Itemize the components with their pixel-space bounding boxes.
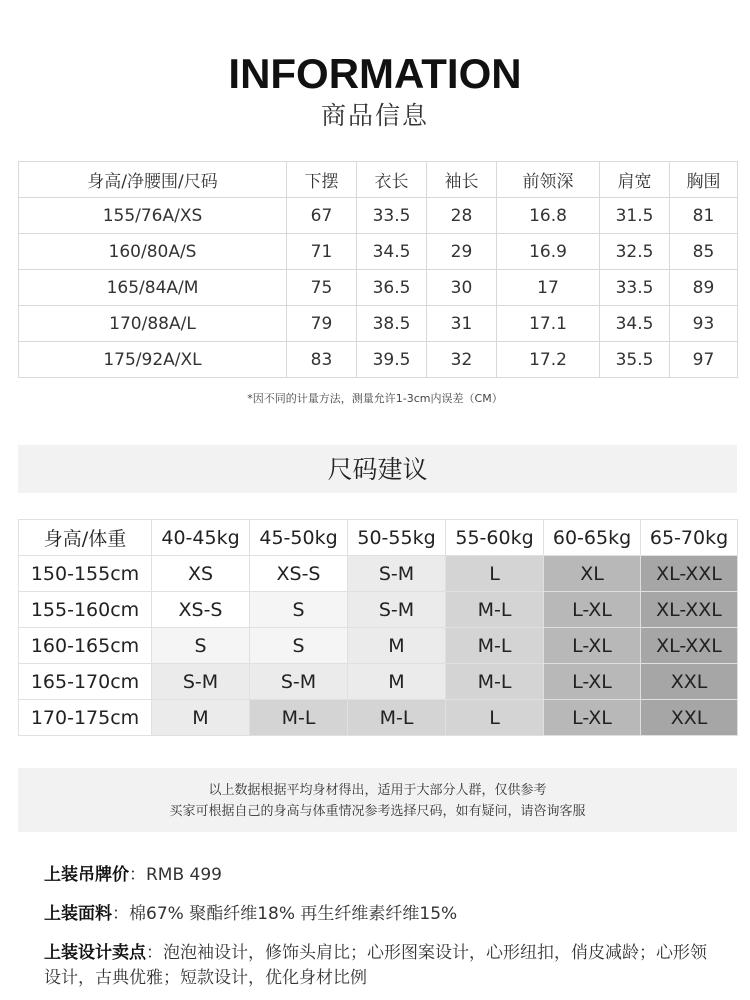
- column-header: 40-45kg: [152, 520, 250, 556]
- table-cell: 75: [287, 270, 357, 306]
- size-cell: L-XL: [544, 628, 641, 664]
- size-cell: M-L: [446, 592, 544, 628]
- price-row: [44, 863, 724, 888]
- size-cell: XL: [544, 556, 641, 592]
- disclaimer-line-2: 买家可根据自己的身高与体重情况参考选择尺码，如有疑问，请咨询客服: [169, 804, 586, 819]
- table-cell: 81: [670, 198, 738, 234]
- price-value: ：RMB 499: [129, 865, 222, 885]
- column-header: 肩宽: [600, 162, 670, 198]
- size-cell: XS: [152, 556, 250, 592]
- table-cell: 34.5: [357, 234, 427, 270]
- column-header: 60-65kg: [544, 520, 641, 556]
- size-cell: XL-XXL: [641, 592, 738, 628]
- table-row: [19, 270, 738, 306]
- table-cell: 175/92A/XL: [19, 342, 287, 378]
- row-header: 165-170cm: [19, 664, 152, 700]
- table-cell: 16.9: [497, 234, 600, 270]
- column-header: 50-55kg: [348, 520, 446, 556]
- table-row: [19, 664, 738, 700]
- table-row: [19, 700, 738, 736]
- fabric-value: ：棉67% 聚酯纤维18% 再生纤维素纤维15%: [112, 904, 458, 924]
- size-cell: M-L: [348, 700, 446, 736]
- table-cell: 17.2: [497, 342, 600, 378]
- size-cell: L-XL: [544, 700, 641, 736]
- page-subtitle: 商品信息: [320, 101, 429, 130]
- table-row: [19, 592, 738, 628]
- column-header: 胸围: [670, 162, 738, 198]
- table-cell: 67: [287, 198, 357, 234]
- size-cell: L: [446, 700, 544, 736]
- table-cell: 16.8: [497, 198, 600, 234]
- column-header: 衣长: [357, 162, 427, 198]
- row-header: 160-165cm: [19, 628, 152, 664]
- table-row: [19, 628, 738, 664]
- size-cell: L: [446, 556, 544, 592]
- price-label: 上装吊牌价: [44, 865, 129, 885]
- page-title: INFORMATION: [228, 50, 522, 97]
- column-header: 55-60kg: [446, 520, 544, 556]
- size-cell: M-L: [446, 664, 544, 700]
- table-cell: 17: [497, 270, 600, 306]
- size-cell: S: [152, 628, 250, 664]
- table-cell: 160/80A/S: [19, 234, 287, 270]
- fabric-label: 上装面料: [44, 904, 112, 924]
- table-cell: 32.5: [600, 234, 670, 270]
- table-header-row: [19, 162, 738, 198]
- size-cell: L-XL: [544, 664, 641, 700]
- size-cell: XL-XXL: [641, 628, 738, 664]
- table-cell: 93: [670, 306, 738, 342]
- size-cell: M-L: [250, 700, 348, 736]
- table-cell: 32: [427, 342, 497, 378]
- size-cell: M: [348, 628, 446, 664]
- size-cell: S-M: [348, 592, 446, 628]
- table-row: [19, 306, 738, 342]
- table-cell: 79: [287, 306, 357, 342]
- table-cell: 33.5: [600, 270, 670, 306]
- size-cell: L-XL: [544, 592, 641, 628]
- measurement-note: *因不同的计量方法，测量允许1-3cm内误差（CM）: [247, 392, 503, 405]
- size-cell: XL-XXL: [641, 556, 738, 592]
- size-cell: XS-S: [152, 592, 250, 628]
- table-cell: 85: [670, 234, 738, 270]
- design-label: 上装设计卖点: [44, 943, 146, 963]
- table-cell: 31: [427, 306, 497, 342]
- measurement-table: [18, 161, 738, 378]
- row-header: 155-160cm: [19, 592, 152, 628]
- size-cell: M: [348, 664, 446, 700]
- column-header: 65-70kg: [641, 520, 738, 556]
- table-cell: 71: [287, 234, 357, 270]
- table-cell: 39.5: [357, 342, 427, 378]
- table-cell: 34.5: [600, 306, 670, 342]
- column-header: 前领深: [497, 162, 600, 198]
- table-cell: 29: [427, 234, 497, 270]
- table-cell: 36.5: [357, 270, 427, 306]
- table-cell: 165/84A/M: [19, 270, 287, 306]
- table-cell: 28: [427, 198, 497, 234]
- column-header: 身高/净腰围/尺码: [19, 162, 287, 198]
- design-value: ：泡泡袖设计，修饰头肩比；心形图案设计，心形纽扣，俏皮减龄；心形领设计，古典优雅；短款设计，优化身材比例: [44, 943, 707, 988]
- table-cell: 155/76A/XS: [19, 198, 287, 234]
- table-cell: 17.1: [497, 306, 600, 342]
- table-cell: 30: [427, 270, 497, 306]
- column-header: 袖长: [427, 162, 497, 198]
- size-cell: S-M: [152, 664, 250, 700]
- table-cell: 97: [670, 342, 738, 378]
- size-cell: S-M: [250, 664, 348, 700]
- table-cell: 170/88A/L: [19, 306, 287, 342]
- size-cell: XXL: [641, 700, 738, 736]
- table-cell: 89: [670, 270, 738, 306]
- disclaimer-box: [18, 768, 737, 832]
- table-cell: 38.5: [357, 306, 427, 342]
- row-header: 170-175cm: [19, 700, 152, 736]
- size-cell: S-M: [348, 556, 446, 592]
- size-cell: M-L: [446, 628, 544, 664]
- size-advice-table: [18, 519, 738, 736]
- table-row: [19, 556, 738, 592]
- column-header: 身高/体重: [19, 520, 152, 556]
- table-cell: 35.5: [600, 342, 670, 378]
- table-cell: 31.5: [600, 198, 670, 234]
- table-row: [19, 198, 738, 234]
- size-cell: XXL: [641, 664, 738, 700]
- table-row: [19, 342, 738, 378]
- size-cell: XS-S: [250, 556, 348, 592]
- table-cell: 33.5: [357, 198, 427, 234]
- table-row: [19, 234, 738, 270]
- column-header: 45-50kg: [250, 520, 348, 556]
- size-advice-title: 尺码建议: [18, 445, 737, 493]
- fabric-row: [44, 902, 724, 927]
- table-cell: 83: [287, 342, 357, 378]
- design-row: [44, 941, 716, 991]
- table-header-row: [19, 520, 738, 556]
- size-cell: M: [152, 700, 250, 736]
- column-header: 下摆: [287, 162, 357, 198]
- size-cell: S: [250, 628, 348, 664]
- size-cell: S: [250, 592, 348, 628]
- row-header: 150-155cm: [19, 556, 152, 592]
- disclaimer-line-1: 以上数据根据平均身材得出，适用于大部分人群，仅供参考: [208, 783, 547, 798]
